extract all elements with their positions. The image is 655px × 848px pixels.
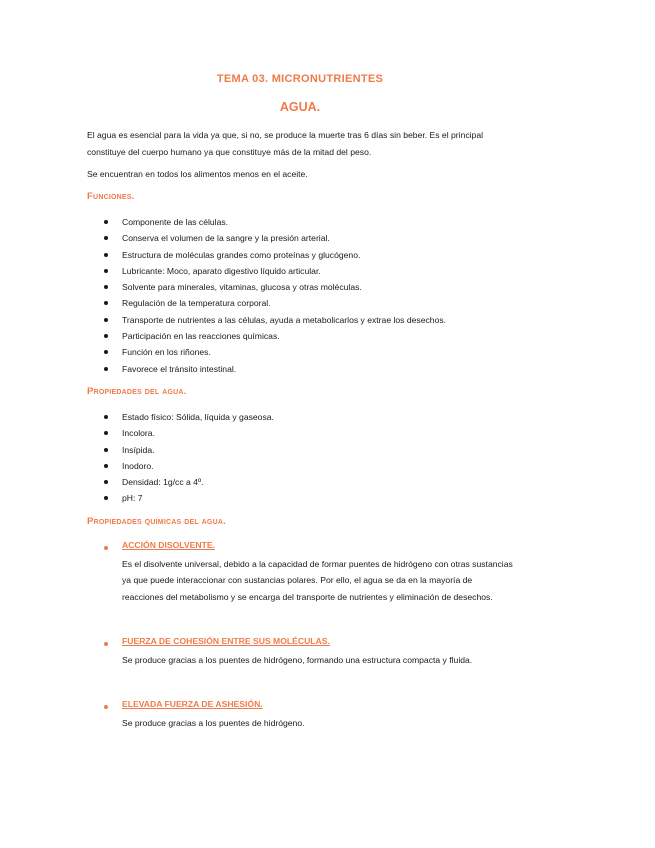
list-item-text: Participación en las reacciones químicas. xyxy=(122,331,280,342)
bullet-icon xyxy=(104,285,108,289)
chem-property-title: FUERZA DE COHESIÓN ENTRE SUS MOLÉCULAS. xyxy=(122,636,330,646)
intro-paragraph: El agua es esencial para la vida ya que, si no, se produce la muerte tras 6 días sin beber. Es el principal constituye del cuerpo humano ya que constituye más de la mitad del peso. xyxy=(87,130,484,157)
bullet-icon xyxy=(104,705,108,709)
list-item xyxy=(0,312,446,328)
list-item-text: Inodoro. xyxy=(122,460,154,471)
list-item xyxy=(0,247,446,263)
list-item xyxy=(0,490,274,506)
list-item xyxy=(0,458,274,474)
bullet-icon xyxy=(104,350,108,354)
bullet-icon xyxy=(104,334,108,338)
bullet-icon xyxy=(104,253,108,257)
document-subtitle: AGUA. xyxy=(279,100,321,114)
intro-paragraph-2: Se encuentran en todos los alimentos menos en el aceite. xyxy=(87,169,308,179)
bullet-icon xyxy=(104,318,108,322)
bullet-icon xyxy=(104,269,108,273)
list-item-text: Insípida. xyxy=(122,444,155,455)
funciones-list xyxy=(0,214,446,377)
bullet-icon xyxy=(104,367,108,371)
list-item xyxy=(0,263,446,279)
bullet-icon xyxy=(104,301,108,305)
section-heading-propiedades: Propiedades del agua. xyxy=(87,386,187,397)
list-item-text: Función en los riñones. xyxy=(122,347,211,358)
chem-property-text: Se produce gracias a los puentes de hidrógeno, formando una estructura compacta y fluida. xyxy=(122,655,473,665)
list-item-text: pH: 7 xyxy=(122,493,143,504)
chem-property-text: Se produce gracias a los puentes de hidrógeno. xyxy=(122,718,305,728)
list-item-text: Solvente para minerales, vitaminas, glucosa y otras moléculas. xyxy=(122,282,362,293)
list-item xyxy=(0,214,446,230)
list-item-text: Transporte de nutrientes a las células, ayuda a metabolicarlos y extrae los desechos. xyxy=(122,314,447,325)
bullet-icon xyxy=(104,546,108,550)
bullet-icon xyxy=(104,415,108,419)
bullet-icon xyxy=(104,642,108,646)
bullet-icon xyxy=(104,236,108,240)
bullet-icon xyxy=(104,480,108,484)
chem-property-text: Es el disolvente universal, debido a la capacidad de formar puentes de hidrógeno con otras sustancias ya que puede interaccionar con sustancias polares. Por ello, el agua se da en la mayoría de reacciones del metabolismo y se encarga del transporte de nutrientes y eliminación de desechos. xyxy=(122,559,513,602)
bullet-icon xyxy=(104,464,108,468)
document-title: TEMA 03. MICRONUTRIENTES xyxy=(216,73,384,85)
bullet-icon xyxy=(104,496,108,500)
chem-property-title: ACCIÓN DISOLVENTE. xyxy=(122,540,215,550)
list-item-text: Estructura de moléculas grandes como proteínas y glucógeno. xyxy=(122,249,361,260)
list-item-text: Incolora. xyxy=(122,428,155,439)
list-item-text: Lubricante: Moco, aparato digestivo líquido articular. xyxy=(122,265,321,276)
section-heading-quimicas: Propiedades químicas del agua. xyxy=(87,516,226,527)
list-item xyxy=(0,328,446,344)
list-item-text: Regulación de la temperatura corporal. xyxy=(122,298,271,309)
list-item-text: Estado físico: Sólida, líquida y gaseosa. xyxy=(122,412,274,422)
propiedades-list xyxy=(0,409,274,507)
list-item xyxy=(0,295,446,311)
bullet-icon xyxy=(104,431,108,435)
list-item xyxy=(0,344,446,360)
bullet-icon xyxy=(104,448,108,452)
list-item-text: Favorece el tránsito intestinal. xyxy=(122,363,237,374)
list-item-text: Densidad: 1g/cc a 4º. xyxy=(122,477,204,488)
list-item xyxy=(0,279,446,295)
list-item xyxy=(0,442,274,458)
list-item xyxy=(0,409,274,425)
list-item xyxy=(0,361,446,377)
list-item xyxy=(0,425,274,441)
chem-property-title: ELEVADA FUERZA DE ASHESIÓN. xyxy=(122,699,263,709)
bullet-icon xyxy=(104,220,108,224)
list-item xyxy=(0,474,274,490)
list-item-text: Componente de las células. xyxy=(122,217,229,227)
section-heading-funciones: Funciones. xyxy=(87,191,135,202)
list-item-text: Conserva el volumen de la sangre y la presión arterial. xyxy=(122,233,330,244)
list-item xyxy=(0,230,446,246)
